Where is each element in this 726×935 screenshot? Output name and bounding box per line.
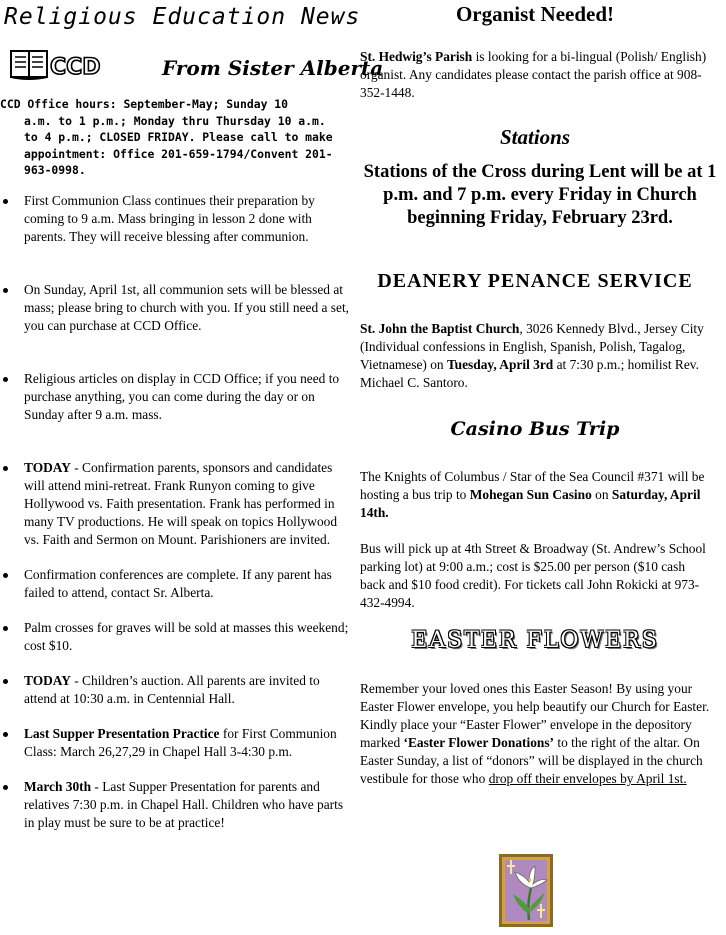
list-item: [0, 672, 350, 708]
list-item: [0, 619, 350, 655]
list-item: [0, 192, 350, 246]
bullet-icon: [3, 785, 8, 790]
item-text: Religious articles on display in CCD Office; if you need to purchase anything, you can come during the day or on Sunday after 9 a.m. mass.: [24, 371, 340, 422]
casino-name: Mohegan Sun Casino: [469, 487, 592, 502]
casino-date: Saturday, April 14th.: [360, 487, 701, 520]
envelope-deadline: drop off their envelopes by April 1st.: [488, 771, 687, 786]
left-column: [0, 0, 384, 830]
parish-name: St. Hedwig’s Parish: [360, 49, 473, 64]
organist-text: is looking for a bi-lingual (Polish/ English) organist. Any candidates please contact the parish office at 908-352-1448.: [360, 49, 707, 100]
organist-paragraph: [360, 48, 710, 102]
easter-text-cont: to the right of the altar. On Easter Sunday, a list of “donors” will be displayed in the church vestibule for those who: [360, 735, 703, 786]
bullet-icon: [3, 679, 8, 684]
office-hours-first-line: CCD Office hours: September-May; Sunday 10: [0, 97, 289, 111]
bullet-icon: [3, 466, 8, 471]
easter-paragraph: [360, 680, 710, 788]
stations-paragraph: Stations of the Cross during Lent will be at 1 p.m. and 7 p.m. every Friday in Church beginning Friday, February 23rd.: [363, 162, 717, 228]
easter-text-instructions: [360, 716, 710, 788]
bullet-icon: [3, 377, 8, 382]
easter-lily-icon: [499, 854, 553, 927]
item-bold-lead: Last Supper Presentation Practice: [24, 726, 220, 741]
list-item: [0, 370, 350, 424]
church-name: St. John the Baptist Church: [360, 321, 520, 336]
organist-heading: Organist Needed!: [455, 2, 615, 26]
bullet-icon: [3, 573, 8, 578]
item-text: - Confirmation parents, sponsors and candidates will attend mini-retreat. Frank Runyon coming to give Hollywood vs. Faith presentation. Frank has performed in many TV productions. He will speak on topics Hollywood vs. Faith and Sermon on Mount. Parishioners are invited.: [24, 460, 338, 547]
stations-heading: Stations: [499, 125, 571, 149]
list-item: [0, 725, 350, 761]
announcement-list: [0, 192, 350, 832]
list-item: [0, 778, 350, 832]
deanery-text: , 3026 Kennedy Blvd., Jersey City (Individual confessions in English, Spanish, Polish, Tagalog, Vietnamese) on: [360, 321, 704, 372]
sister-alberta-title: From Sister Alberta: [162, 56, 384, 80]
ccd-logo-text: CCD: [50, 55, 101, 80]
item-bold-lead: TODAY: [24, 673, 71, 688]
item-text: - Children’s auction. All parents are invited to attend at 10:30 a.m. in Centennial Hall.: [24, 673, 320, 706]
casino-text: The Knights of Columbus / Star of the Sea Council #371 will be hosting a bus trip to: [360, 469, 705, 502]
item-text: Confirmation conferences are complete. If any parent has failed to attend, contact Sr. Alberta.: [24, 567, 332, 600]
depository-label: ‘Easter Flower Donations’: [403, 735, 555, 750]
office-hours-details: a.m. to 1 p.m.; Monday thru Thursday 10 a.m. to 4 p.m.; CLOSED FRIDAY. Please call to make appointment: Office 201-659-1794/Convent 201-963-0998.: [24, 113, 333, 177]
deanery-date: Tuesday, April 3rd: [446, 357, 554, 372]
ccd-office-hours: [0, 96, 346, 179]
casino-paragraph: [360, 468, 712, 522]
easter-text-intro: Remember your loved ones this Easter Season! By using your Easter Flower envelope, you help beautify our Church for Easter.: [360, 681, 710, 714]
bullet-icon: [3, 626, 8, 631]
list-item: [0, 459, 350, 549]
bullet-icon: [3, 199, 8, 204]
item-text: for First Communion Class: March 26,27,29 in Chapel Hall 3-4:30 p.m.: [24, 726, 337, 759]
item-bold-lead: March 30th: [24, 779, 92, 794]
casino-heading: Casino Bus Trip: [450, 418, 620, 440]
list-item: [0, 566, 350, 602]
sister-alberta-header: [8, 48, 384, 84]
bus-pickup-paragraph: Bus will pick up at 4th Street & Broadway (St. Andrew’s School parking lot) at 9:00 a.m.; cost is $25.00 per person ($10 cash back and $10 food credit). For tickets call John Rokicki at 973-432-4994.: [360, 541, 706, 610]
easter-flowers-heading: EASTER FLOWERS: [411, 628, 659, 653]
masthead-title: Religious Education News: [4, 4, 361, 30]
deanery-heading: DEANERY PENANCE SERVICE: [377, 270, 693, 292]
item-text: - Last Supper Presentation for parents and relatives 7:30 p.m. in Chapel Hall. Children who have parts in play must be sure to be at practice!: [24, 779, 344, 830]
deanery-text-end: at 7:30 p.m.; homilist Rev. Michael C. Santoro.: [360, 357, 699, 390]
ccd-book-icon: [10, 48, 104, 80]
bullet-icon: [3, 732, 8, 737]
item-text: On Sunday, April 1st, all communion sets will be blessed at mass; please bring to church with you. If you still need a set, you can purchase at CCD Office.: [24, 282, 350, 333]
list-item: [0, 281, 350, 335]
deanery-paragraph: [360, 320, 710, 392]
item-text: Palm crosses for graves will be sold at masses this weekend; cost $10.: [24, 620, 349, 653]
casino-text-on: on: [591, 487, 612, 502]
item-bold-lead: TODAY: [24, 460, 71, 475]
item-text: First Communion Class continues their preparation by coming to 9 a.m. Mass bringing in lesson 2 done with parents. They will receive blessing after communion.: [24, 193, 315, 244]
easter-text: Kindly place your “Easter Flower” envelope in the depository marked: [360, 717, 692, 750]
bullet-icon: [3, 288, 8, 293]
